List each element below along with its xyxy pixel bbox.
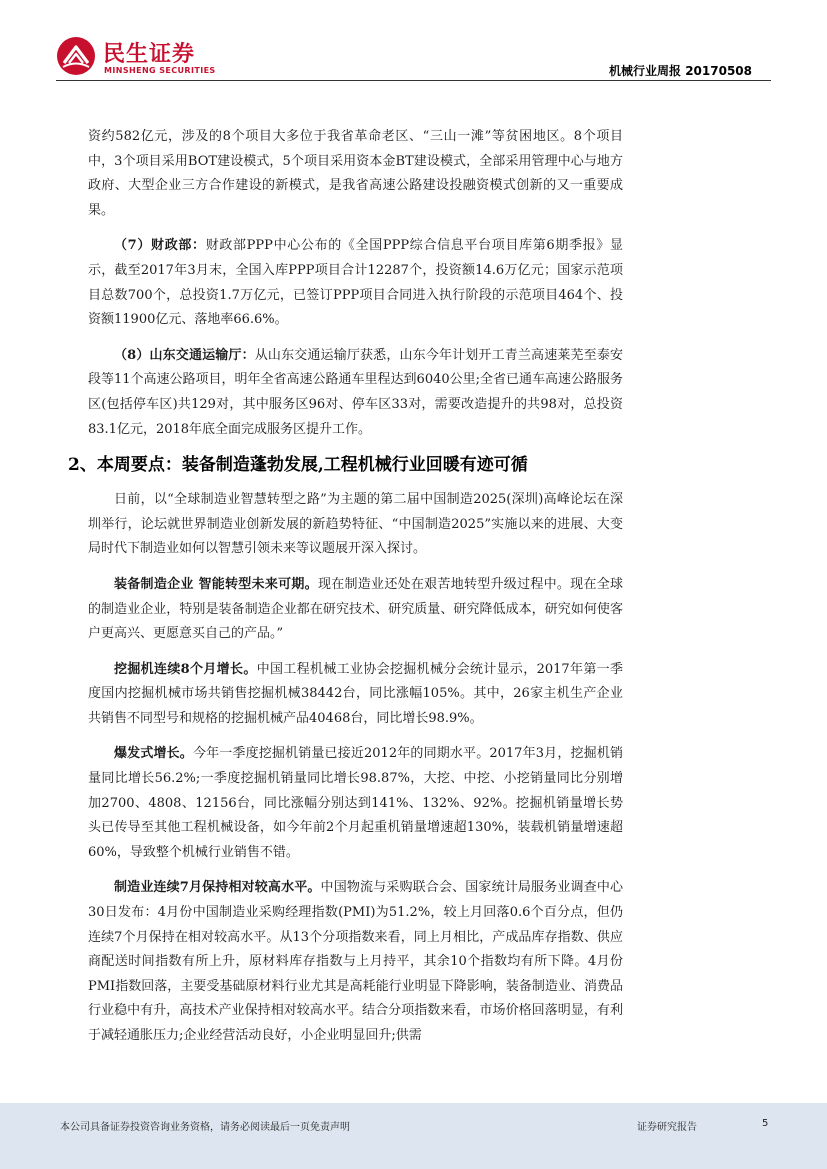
paragraph-text: 现在制造业还处在艰苦地转型升级过程中。现在全球的制造业企业，特别是装备制造企业都在研究技术、研究质量、研究降低成本，研究如何使客户更高兴、更愿意买自己的产品。”	[88, 576, 623, 642]
paragraph-lead: 挖掘机连续8个月增长。	[114, 661, 257, 677]
minsheng-logo-icon	[56, 36, 96, 76]
paragraph-text: 今年一季度挖掘机销量已接近2012年的同期水平。2017年3月，挖掘机销量同比增长56.2%;一季度挖掘机销量同比增长98.87%，大挖、中挖、小挖销量同比分别增加2700、4808、12156台，同比涨幅分别达到141%、132%、92%。挖掘机销量增长势头已传导至其他工程机械设备，如今年前2个月起重机销量增速超130%，装载机销量增速超60%，导致整个机械行业销售不错。	[88, 746, 623, 860]
footer-report-type: 证券研究报告	[637, 1122, 697, 1133]
paragraph-shandong-transport	[88, 344, 623, 442]
page-footer	[0, 1103, 827, 1169]
paragraph-lead: （7）财政部：	[114, 238, 206, 254]
paragraph-ministry-of-finance	[88, 234, 623, 332]
paragraph-forum: 日前，以“全球制造业智慧转型之路”为主题的第二届中国制造2025(深圳)高峰论坛在深圳举行，论坛就世界制造业创新发展的新趋势特征、“中国制造2025”实施以来的进展、大变局时代下制造业如何以智慧引领未来等议题展开深入探讨。	[88, 492, 623, 557]
section-heading: 2、本周要点：装备制造蓬勃发展,工程机械行业回暖有迹可循	[68, 455, 528, 476]
paragraph-pmi	[88, 876, 623, 1048]
paragraph-lead: 制造业连续7月保持相对较高水平。	[114, 880, 321, 896]
page-header	[0, 0, 827, 82]
paragraph-text: 财政部PPP中心公布的《全国PPP综合信息平台项目库第6期季报》显示，截至2017年3月末，全国入库PPP项目合计12287个，投资额14.6万亿元；国家示范项目总数700个，总投资1.7万亿元，已签订PPP项目合同进入执行阶段的示范项目464个、投资额11900亿元、落地率66.6%。	[88, 238, 623, 328]
brand-name: 民生证券	[103, 42, 196, 67]
paragraph-text: 中国物流与采购联合会、国家统计局服务业调查中心30日发布：4月份中国制造业采购经理指数(PMI)为51.2%，较上月回落0.6个百分点，但仍连续7个月保持在相对较高水平。从13个分项指数来看，同上月相比，产成品库存指数、供应商配送时间指数有所上升，原材料库存指数与上月持平，其余10个指数均有所下降。4月份PMI指数回落，主要受基础原材料行业尤其是高耗能行业明显下降影响，装备制造业、消费品行业稳中有升，高技术产业保持相对较高水平。结合分项指数来看，市场价格回落明显，有利于减轻通胀压力;企业经营活动良好，小企业明显回升;供需	[88, 880, 623, 1043]
header-divider	[56, 80, 771, 81]
paragraph-smart-transformation	[88, 573, 623, 647]
paragraph-explosive-growth	[88, 742, 623, 865]
footer-disclaimer: 本公司具备证券投资咨询业务资格，请务必阅读最后一页免责声明	[60, 1122, 350, 1133]
paragraph-text: 从山东交通运输厅获悉，山东今年计划开工青兰高速莱芜至泰安段等11个高速公路项目，明年全省高速公路通车里程达到6040公里;全省已通车高速公路服务区(包括停车区)共129对，其中服务区96对、停车区33对，需要改造提升的共98对，总投资83.1亿元，2018年底全面完成服务区提升工作。	[88, 347, 624, 437]
paragraph-excavator-growth	[88, 658, 623, 732]
brand-name-english: MINSHENG SECURITIES	[104, 66, 216, 75]
paragraph-lead: （8）山东交通运输厅：	[114, 347, 255, 363]
paragraph-lead: 爆发式增长。	[114, 746, 193, 762]
paragraph-lead: 装备制造企业 智能转型未来可期。	[114, 576, 318, 592]
report-title: 机械行业周报 20170508	[609, 64, 752, 78]
page-number: 5	[762, 1118, 769, 1129]
report-body	[68, 125, 624, 1049]
paragraph-text: 中国工程机械工业协会挖掘机械分会统计显示，2017年第一季度国内挖掘机械市场共销售挖掘机械38442台，同比涨幅105%。其中，26家主机生产企业共销售不同型号和规格的挖掘机械产品40468台，同比增长98.9%。	[88, 661, 623, 726]
paragraph-continued: 资约582亿元，涉及的8个项目大多位于我省革命老区、“三山一滩”等贫困地区。8个项目中，3个项目采用BOT建设模式，5个项目采用资本金BT建设模式，全部采用管理中心与地方政府、大型企业三方合作建设的新模式，是我省高速公路建设投融资模式创新的又一重要成果。	[88, 129, 623, 218]
